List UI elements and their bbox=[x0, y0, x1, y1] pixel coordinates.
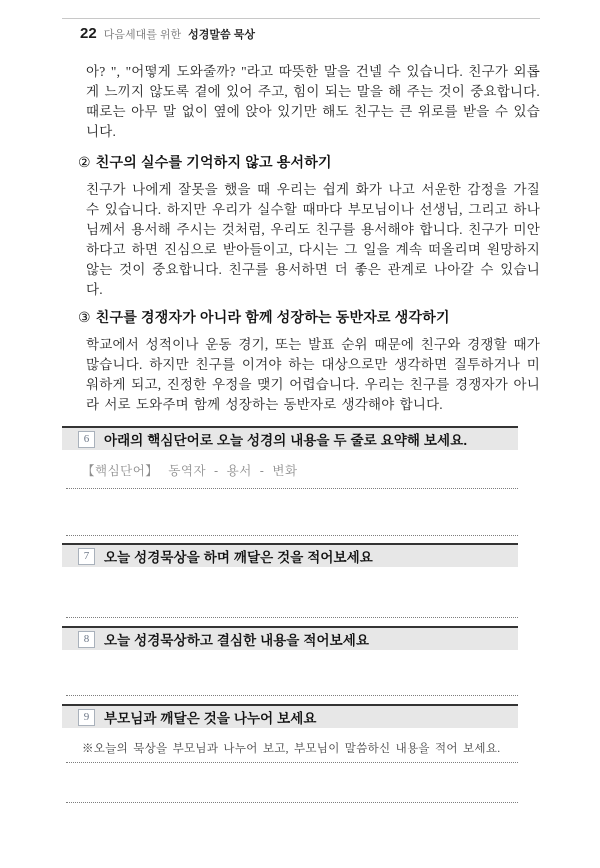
question-number-box-8: 8 bbox=[78, 631, 95, 648]
book-title-regular: 다음세대를 위한 bbox=[103, 29, 182, 41]
keywords-values: 동역자 - 용서 - 변화 bbox=[168, 464, 298, 478]
header-rule bbox=[62, 18, 540, 19]
circled-number-2: ② bbox=[78, 154, 91, 170]
question-bar-8 bbox=[62, 626, 518, 650]
keywords-label: 【핵심단어】 bbox=[82, 464, 159, 478]
page-number: 22 bbox=[80, 25, 97, 42]
answer-line bbox=[66, 762, 518, 763]
question-title-6: 아래의 핵심단어로 오늘 성경의 내용을 두 줄로 요약해 보세요. bbox=[104, 433, 468, 448]
question-number-box-6: 6 bbox=[78, 431, 95, 448]
parent-note: ※오늘의 묵상을 부모님과 나누어 보고, 부모님이 말씀하신 내용을 적어 보세요. bbox=[82, 743, 501, 755]
section-paragraph-2: 친구가 나에게 잘못을 했을 때 우리는 쉽게 화가 나고 서운한 감정을 가질 수 있습니다. 하지만 우리가 실수할 때마다 부모님이나 선생님, 그리고 하나님께서 용서해 주시는 것처럼, 우리도 친구를 용서해야 합니다. 친구가 미안하다고 하면 진심으로 받아들이고, 다시는 그 일을 계속 떠올리며 원망하지 않는 것이 중요합니다. 친구를 용서하면 더 좋은 관계로 나아갈 수 있습니다. bbox=[86, 182, 540, 297]
question-number-box-9: 9 bbox=[78, 709, 95, 726]
section-title-2: 친구의 실수를 기억하지 않고 용서하기 bbox=[95, 154, 332, 170]
section-title-3: 친구를 경쟁자가 아니라 함께 성장하는 동반자로 생각하기 bbox=[95, 309, 450, 325]
question-title-9: 부모님과 깨달은 것을 나누어 보세요 bbox=[104, 711, 317, 726]
answer-line bbox=[66, 695, 518, 696]
question-number-box-7: 7 bbox=[78, 548, 95, 565]
section-heading-2 bbox=[78, 152, 540, 172]
answer-line bbox=[66, 617, 518, 618]
intro-paragraph: 아? ", "어떻게 도와줄까? "라고 따뜻한 말을 건넬 수 있습니다. 친구가 외롭게 느끼지 않도록 곁에 있어 주고, 힘이 되는 말을 해 주는 것이 중요합니다. 때로는 아무 말 없이 옆에 앉아 있기만 해도 친구는 큰 위로를 받을 수 있습니다. bbox=[86, 64, 540, 139]
book-page bbox=[0, 18, 600, 803]
section-heading-3 bbox=[78, 307, 540, 327]
running-header bbox=[62, 25, 540, 42]
question-title-7: 오늘 성경묵상을 하며 깨달은 것을 적어보세요 bbox=[104, 550, 373, 565]
circled-number-3: ③ bbox=[78, 309, 91, 325]
book-title-bold: 성경말씀 묵상 bbox=[188, 29, 255, 41]
answer-line bbox=[66, 488, 518, 489]
keywords-line bbox=[82, 461, 540, 479]
question-bar-9 bbox=[62, 704, 518, 728]
question-bar-6 bbox=[62, 426, 518, 450]
question-title-8: 오늘 성경묵상하고 결심한 내용을 적어보세요 bbox=[104, 633, 370, 648]
answer-line bbox=[66, 802, 518, 803]
section-paragraph-3: 학교에서 성적이나 운동 경기, 또는 발표 순위 때문에 친구와 경쟁할 때가 많습니다. 하지만 친구를 이겨야 하는 대상으로만 생각하면 질투하거나 미워하게 되고, 진정한 우정을 맺기 어렵습니다. 우리는 친구를 경쟁자가 아니라 서로 도와주며 함께 성장하는 동반자로 생각해야 합니다. bbox=[86, 337, 540, 412]
question-bar-7 bbox=[62, 543, 518, 567]
answer-line bbox=[66, 535, 518, 536]
